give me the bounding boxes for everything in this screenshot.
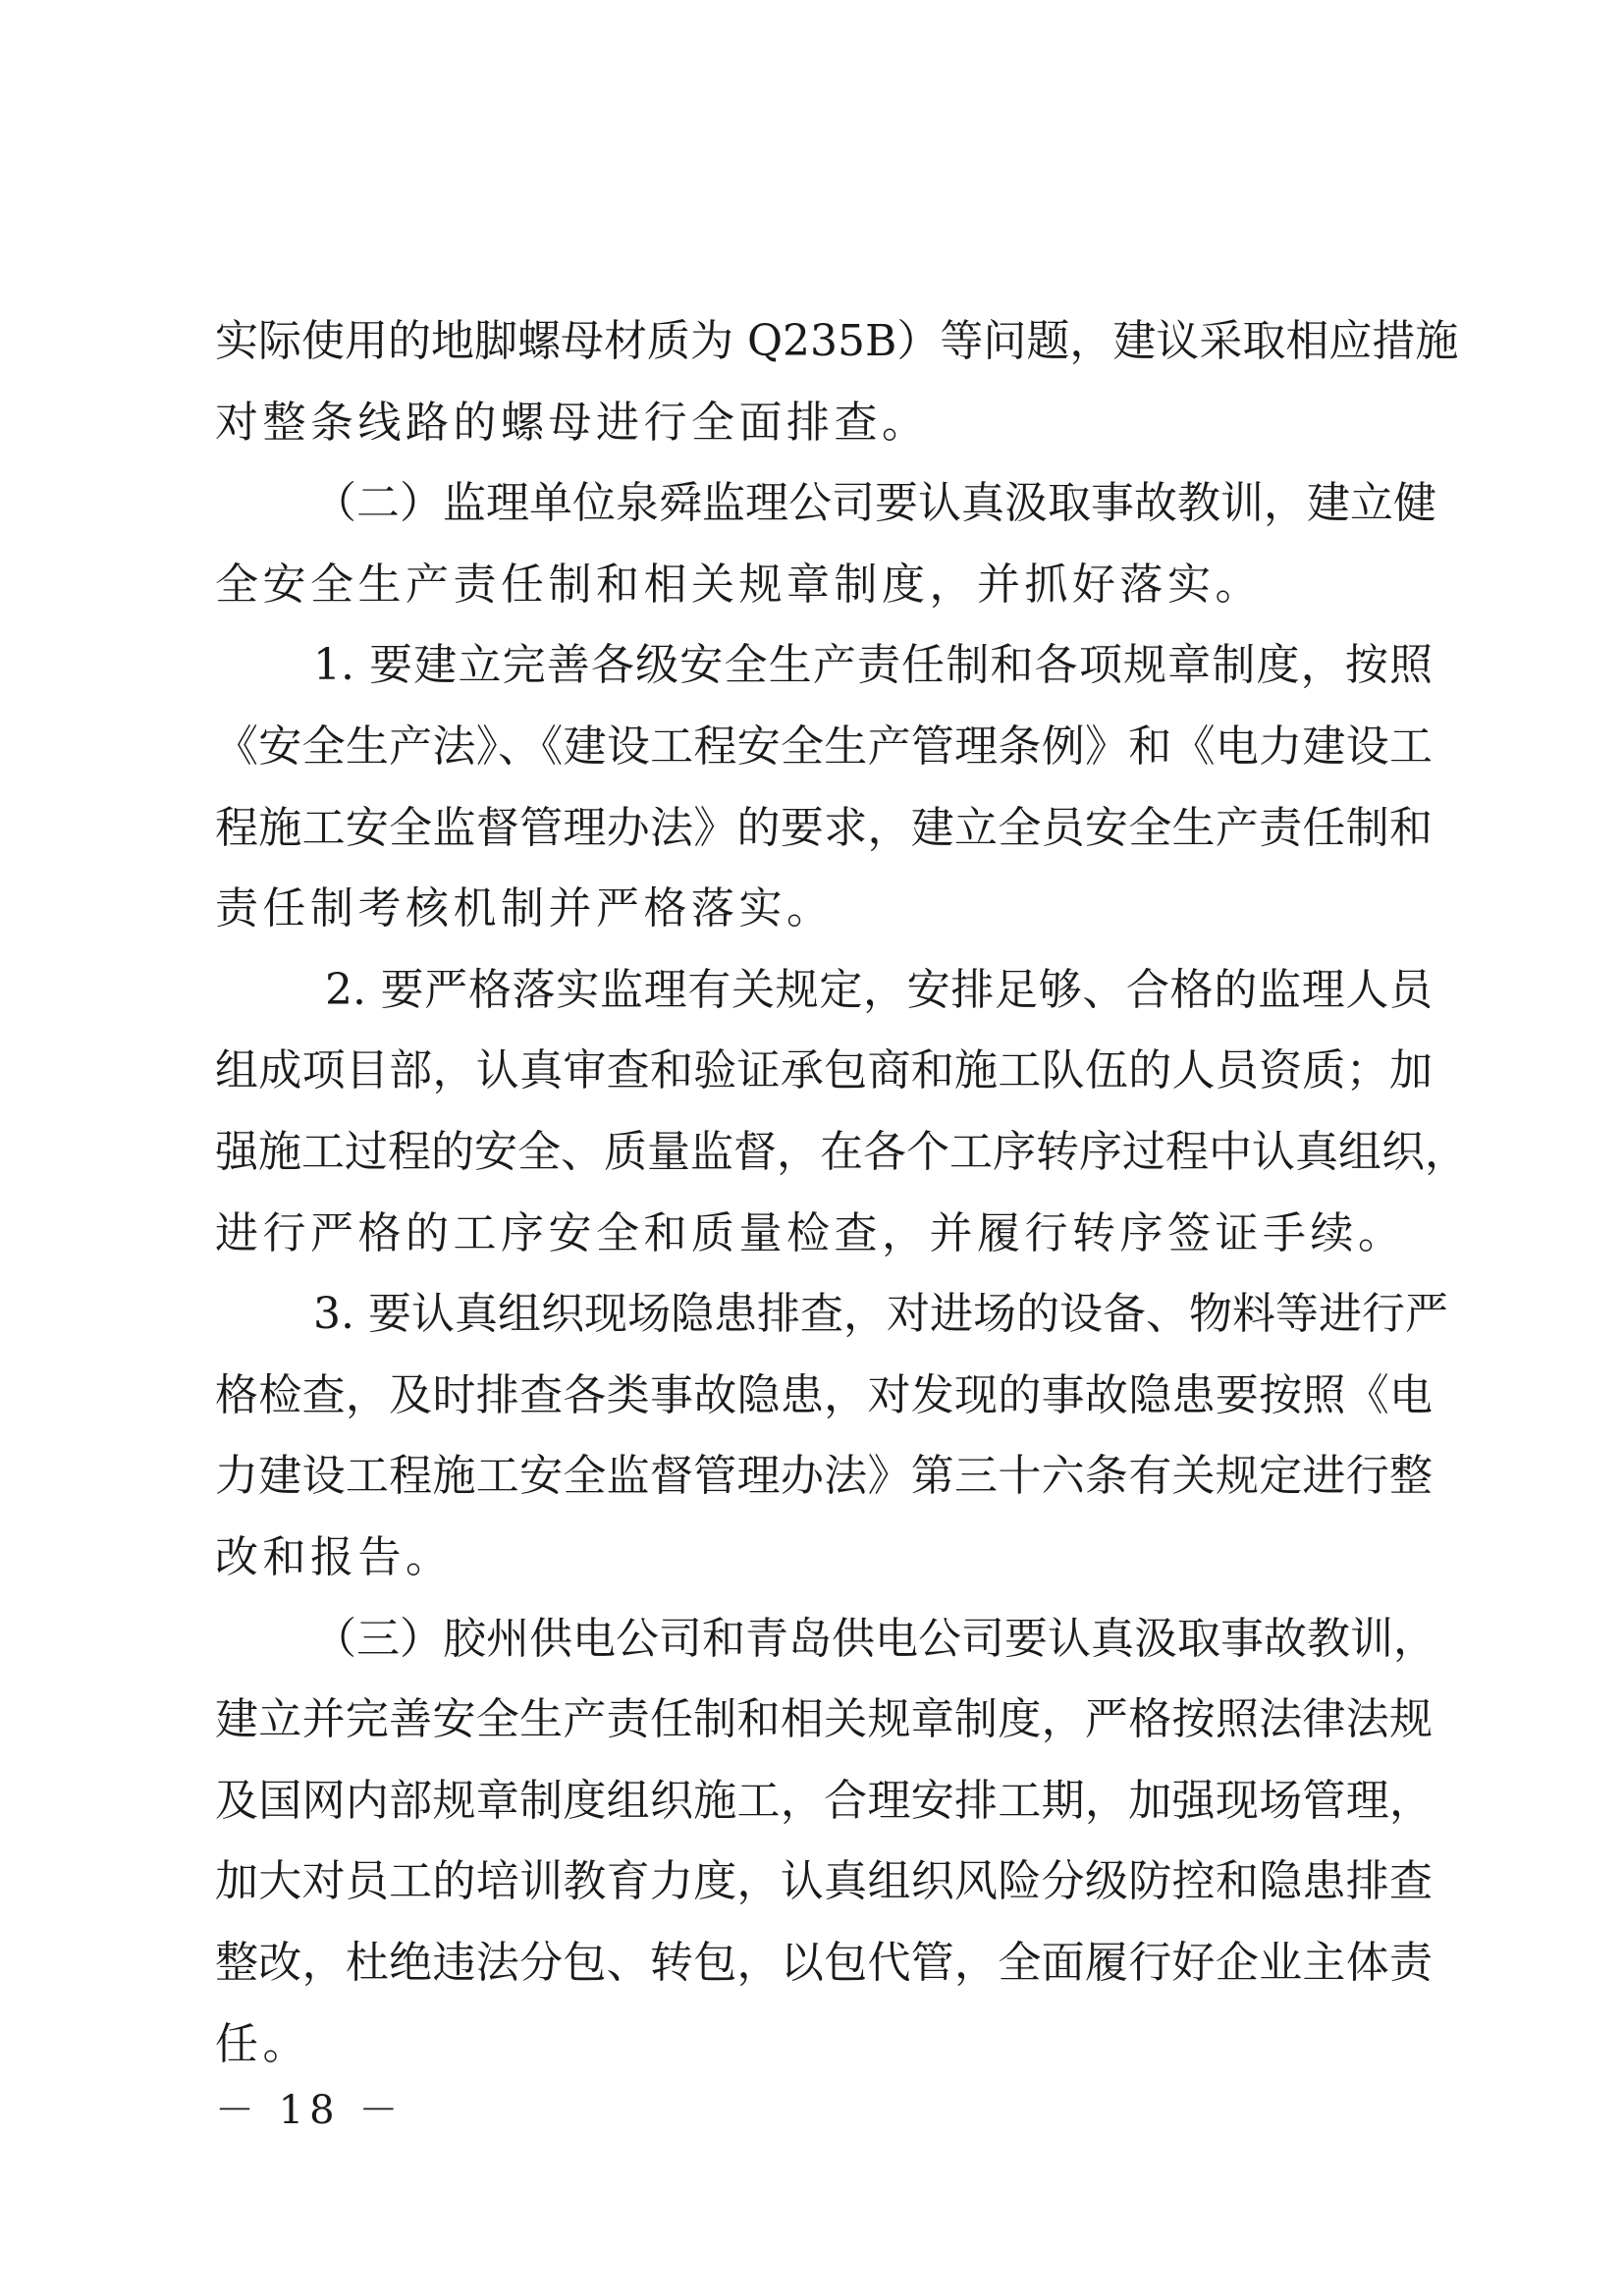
page-number: － 18 － [215, 2088, 405, 2133]
paragraph-line: 改和报告。 [215, 1532, 454, 1582]
paragraph-line: 建立并完善安全生产责任制和相关规章制度，严格按照法律法规 [215, 1694, 1433, 1745]
paragraph-line: 程施工安全监督管理办法》的要求，建立全员安全生产责任制和 [215, 802, 1433, 853]
paragraph-line: 组成项目部，认真审查和验证承包商和施工队伍的人员资质；加 [215, 1045, 1433, 1096]
paragraph-line: 任。 [215, 2018, 310, 2069]
paragraph-line: 整改，杜绝违法分包、转包，以包代管，全面履行好企业主体责 [215, 1938, 1433, 1988]
paragraph-line: 2. 要严格落实监理有关规定，安排足够、合格的监理人员 [325, 964, 1433, 1015]
paragraph-line: 实际使用的地脚螺母材质为 Q235B）等问题，建议采取相应措施 [215, 316, 1459, 366]
paragraph-line: 格检查，及时排查各类事故隐患，对发现的事故隐患要按照《电 [215, 1369, 1433, 1420]
paragraph-line: 3. 要认真组织现场隐患排查，对进场的设备、物料等进行严 [313, 1289, 1448, 1340]
paragraph-line: 强施工过程的安全、质量监督，在各个工序转序过程中认真组织， [215, 1127, 1468, 1177]
paragraph-line: 加大对员工的培训教育力度，认真组织风险分级防控和隐患排查 [215, 1856, 1433, 1907]
paragraph-line: 及国网内部规章制度组织施工，合理安排工期，加强现场管理， [215, 1775, 1433, 1826]
paragraph-line: 1. 要建立完善各级安全生产责任制和各项规章制度，按照 [313, 640, 1433, 691]
paragraph-line: 全安全生产责任制和相关规章制度，并抓好落实。 [215, 559, 1263, 610]
paragraph-line: 责任制考核机制并严格落实。 [215, 883, 835, 934]
paragraph-line: 《安全生产法》、《建设工程安全生产管理条例》和《电力建设工 [215, 721, 1433, 772]
paragraph-line: （二）监理单位泉舜监理公司要认真汲取事故教训，建立健 [313, 478, 1436, 529]
paragraph-line: 进行严格的工序安全和质量检查，并履行转序签证手续。 [215, 1207, 1406, 1258]
paragraph-line: 对整条线路的螺母进行全面排查。 [215, 397, 930, 448]
paragraph-line: （三）胶州供电公司和青岛供电公司要认真汲取事故教训， [313, 1613, 1436, 1664]
paragraph-line: 力建设工程施工安全监督管理办法》第三十六条有关规定进行整 [215, 1451, 1433, 1502]
